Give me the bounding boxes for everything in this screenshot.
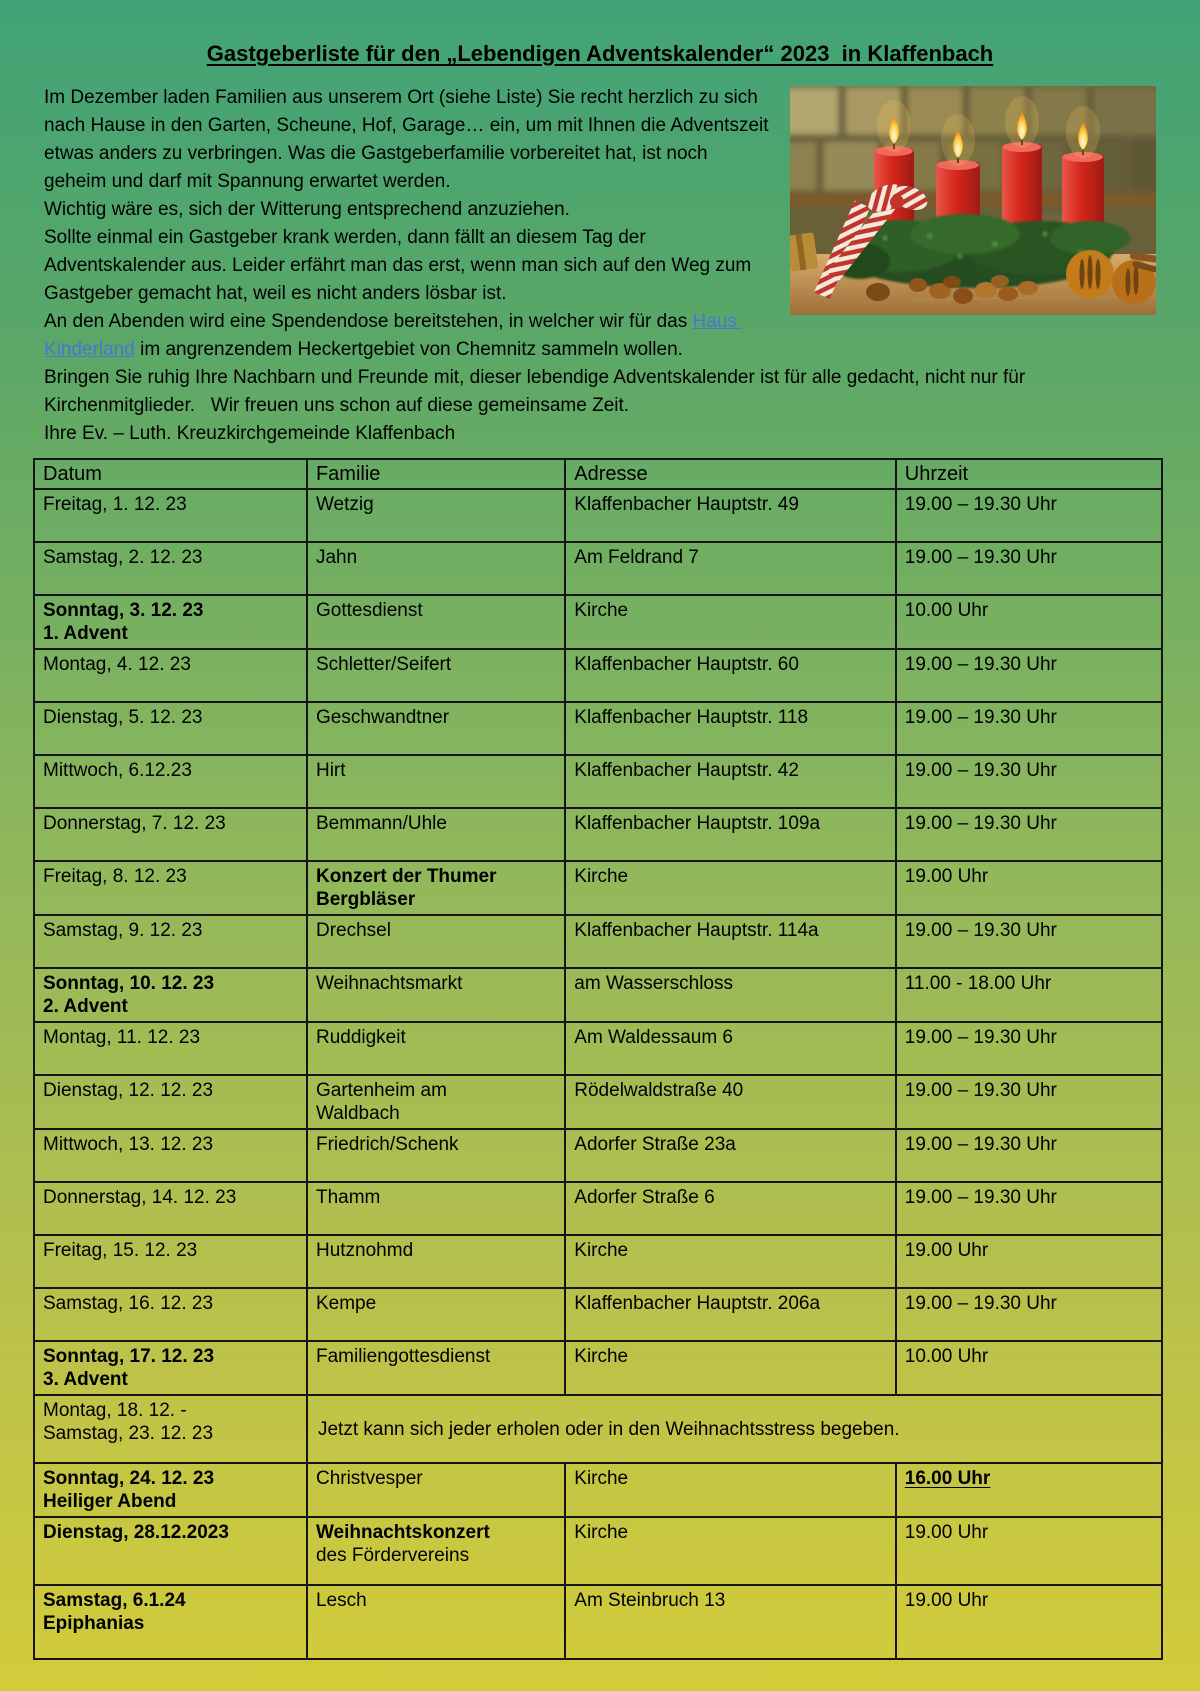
- haus-kinderland-link[interactable]: Haus Kinderland: [44, 311, 743, 360]
- cell-merged-note: Jetzt kann sich jeder erholen oder in den Weihnachtsstress begeben.: [307, 1395, 1162, 1463]
- cell-familie: [307, 702, 565, 755]
- intro-paragraph-5: Bringen Sie ruhig Ihre Nachbarn und Freunde mit, dieser lebendige Adventskalender ist für alle gedacht, nicht nur für Kirchenmitglieder. Wir freuen uns schon auf diese gemeinsame Zeit.: [44, 367, 1031, 416]
- cell-familie: [307, 542, 565, 595]
- familie-line: Hutznohmd: [315, 1240, 414, 1261]
- cell-familie: [307, 1182, 565, 1235]
- cell-familie: [307, 1288, 565, 1341]
- familie-line: Jahn: [315, 547, 358, 568]
- datum-line: Freitag, 1. 12. 23: [43, 494, 187, 515]
- schedule-table-body: [34, 489, 1162, 1659]
- intro-paragraph-2: Wichtig wäre es, sich der Witterung entsprechend anzuziehen.: [44, 199, 570, 220]
- uhrzeit-text: 19.00 Uhr: [904, 866, 989, 887]
- familie-line: des Fördervereins: [315, 1545, 470, 1566]
- datum-line: Sonntag, 24. 12. 23: [43, 1468, 215, 1489]
- cell-datum: [34, 489, 307, 542]
- cell-familie: [307, 1341, 565, 1395]
- cell-familie: [307, 649, 565, 702]
- cell-datum: [34, 1129, 307, 1182]
- cell-familie: [307, 861, 565, 915]
- table-row: [34, 702, 1162, 755]
- cell-adresse: Kirche: [565, 1517, 896, 1585]
- datum-line: Samstag, 9. 12. 23: [43, 920, 203, 941]
- uhrzeit-text: 19.00 – 19.30 Uhr: [904, 1134, 1057, 1155]
- cell-familie: [307, 1075, 565, 1129]
- datum-line: Montag, 11. 12. 23: [43, 1027, 201, 1048]
- golden-parcel: [790, 232, 818, 272]
- cell-adresse: Klaffenbacher Hauptstr. 60: [565, 649, 896, 702]
- cell-adresse: Kirche: [565, 595, 896, 649]
- table-row: [34, 755, 1162, 808]
- familie-line: Weihnachtsmarkt: [315, 973, 463, 994]
- table-header-row: [34, 459, 1162, 489]
- cell-adresse: Klaffenbacher Hauptstr. 109a: [565, 808, 896, 861]
- signature-line: Ihre Ev. – Luth. Kreuzkirchgemeinde Klaffenbach: [44, 423, 456, 444]
- cell-datum: [34, 1235, 307, 1288]
- uhrzeit-text: 19.00 Uhr: [904, 1522, 989, 1543]
- cell-uhrzeit: [896, 542, 1162, 595]
- column-header-adresse: Adresse: [565, 459, 896, 489]
- datum-line: 2. Advent: [43, 996, 128, 1017]
- intro-paragraph-1: Im Dezember laden Familien aus unserem Ort (siehe Liste) Sie recht herzlich zu sich nach Hause in den Garten, Scheune, Hof, Garage… ein, um mit Ihnen die Adventszeit etwas anders zu verbringen. Was die Gastgeberfamilie vorbereitet hat, ist noch geheim und darf mit Spannung erwartet werden.: [44, 87, 774, 192]
- familie-line: Hirt: [315, 760, 346, 781]
- cell-datum: [34, 968, 307, 1022]
- datum-line: Montag, 4. 12. 23: [43, 654, 191, 675]
- cell-familie: [307, 595, 565, 649]
- cell-familie: [307, 968, 565, 1022]
- uhrzeit-text: 11.00 - 18.00 Uhr: [904, 973, 1052, 994]
- familie-line: Schletter/Seifert: [315, 654, 452, 675]
- table-row: [34, 915, 1162, 968]
- cell-uhrzeit: [896, 755, 1162, 808]
- familie-line: Konzert der Thumer: [315, 866, 497, 887]
- cell-adresse: Klaffenbacher Hauptstr. 118: [565, 702, 896, 755]
- table-row: [34, 808, 1162, 861]
- cell-uhrzeit: [896, 1517, 1162, 1585]
- uhrzeit-text: 19.00 – 19.30 Uhr: [904, 1187, 1057, 1208]
- datum-line: 1. Advent: [43, 623, 128, 644]
- cell-uhrzeit: [896, 1235, 1162, 1288]
- uhrzeit-text: 19.00 – 19.30 Uhr: [904, 707, 1057, 728]
- table-row: [34, 1341, 1162, 1395]
- cell-uhrzeit: [896, 1341, 1162, 1395]
- cell-datum: [34, 1585, 307, 1659]
- uhrzeit-text: 19.00 – 19.30 Uhr: [904, 1027, 1057, 1048]
- cell-familie: [307, 1235, 565, 1288]
- cell-datum: [34, 1288, 307, 1341]
- datum-line: Freitag, 15. 12. 23: [43, 1240, 198, 1261]
- cell-datum: [34, 1022, 307, 1075]
- table-row: [34, 1395, 1162, 1463]
- cell-adresse: am Wasserschloss: [565, 968, 896, 1022]
- cell-uhrzeit: [896, 861, 1162, 915]
- uhrzeit-text: 19.00 – 19.30 Uhr: [904, 494, 1057, 515]
- cell-datum: [34, 542, 307, 595]
- cell-adresse: Am Steinbruch 13: [565, 1585, 896, 1659]
- cell-adresse: Kirche: [565, 1463, 896, 1517]
- datum-line: Samstag, 6.1.24: [43, 1590, 186, 1611]
- uhrzeit-text: 19.00 Uhr: [904, 1590, 989, 1611]
- uhrzeit-text: 19.00 Uhr: [904, 1240, 989, 1261]
- cell-familie: [307, 1517, 565, 1585]
- cell-datum: [34, 1341, 307, 1395]
- table-row: [34, 1517, 1162, 1585]
- datum-line: Donnerstag, 14. 12. 23: [43, 1187, 237, 1208]
- intro-section: [44, 84, 1156, 448]
- datum-line: Sonntag, 10. 12. 23: [43, 973, 215, 994]
- datum-line: Freitag, 8. 12. 23: [43, 866, 187, 887]
- datum-line: Samstag, 2. 12. 23: [43, 547, 203, 568]
- familie-line: Gartenheim am: [315, 1080, 447, 1101]
- table-row: [34, 542, 1162, 595]
- cell-familie: [307, 915, 565, 968]
- table-row: [34, 649, 1162, 702]
- cell-familie: [307, 808, 565, 861]
- intro-paragraph-3: Sollte einmal ein Gastgeber krank werden, dann fällt an diesem Tag der Adventskalender aus. Leider erfährt man das erst, wenn man sich auf den Weg zum Gastgeber gemacht hat, weil es nicht anders lösbar ist.: [44, 227, 757, 304]
- cell-datum: [34, 808, 307, 861]
- cell-datum: [34, 649, 307, 702]
- uhrzeit-text: 10.00 Uhr: [904, 1346, 989, 1367]
- cell-datum: [34, 1463, 307, 1517]
- cell-adresse: Adorfer Straße 23a: [565, 1129, 896, 1182]
- table-row: [34, 1022, 1162, 1075]
- familie-line: Weihnachtskonzert: [315, 1522, 490, 1543]
- datum-line: Sonntag, 3. 12. 23: [43, 600, 204, 621]
- table-row: [34, 968, 1162, 1022]
- familie-line: Friedrich/Schenk: [315, 1134, 459, 1155]
- cell-uhrzeit: [896, 702, 1162, 755]
- datum-line: Heiliger Abend: [43, 1491, 177, 1512]
- datum-line: Dienstag, 5. 12. 23: [43, 707, 203, 728]
- table-row: [34, 1075, 1162, 1129]
- uhrzeit-text: 19.00 – 19.30 Uhr: [904, 547, 1057, 568]
- cell-familie: [307, 489, 565, 542]
- intro-text-after-link: im angrenzendem Heckertgebiet von Chemnitz sammeln wollen.: [134, 339, 683, 360]
- cell-adresse: Klaffenbacher Hauptstr. 114a: [565, 915, 896, 968]
- column-header-uhrzeit: Uhrzeit: [896, 459, 1162, 489]
- cell-adresse: Kirche: [565, 1341, 896, 1395]
- cell-uhrzeit: [896, 489, 1162, 542]
- cell-adresse: Am Feldrand 7: [565, 542, 896, 595]
- datum-line: Samstag, 23. 12. 23: [43, 1423, 214, 1444]
- uhrzeit-text: 19.00 – 19.30 Uhr: [904, 920, 1057, 941]
- datum-line: Sonntag, 17. 12. 23: [43, 1346, 215, 1367]
- uhrzeit-text: 19.00 – 19.30 Uhr: [904, 1080, 1057, 1101]
- cell-uhrzeit: [896, 1022, 1162, 1075]
- datum-line: Dienstag, 12. 12. 23: [43, 1080, 214, 1101]
- cell-datum: [34, 595, 307, 649]
- cell-uhrzeit: [896, 968, 1162, 1022]
- cell-uhrzeit: [896, 915, 1162, 968]
- datum-line: 3. Advent: [43, 1369, 128, 1390]
- datum-line: Montag, 18. 12. -: [43, 1400, 187, 1421]
- cell-familie: [307, 1463, 565, 1517]
- column-header-familie: Familie: [307, 459, 565, 489]
- table-row: [34, 1129, 1162, 1182]
- intro-paragraph-4: [44, 308, 1156, 364]
- uhrzeit-text: 19.00 – 19.30 Uhr: [904, 813, 1057, 834]
- cell-datum: [34, 915, 307, 968]
- cell-datum: [34, 1395, 307, 1463]
- cell-uhrzeit: [896, 1585, 1162, 1659]
- table-row: [34, 1463, 1162, 1517]
- cell-datum: [34, 755, 307, 808]
- familie-line: Christvesper: [315, 1468, 423, 1489]
- cell-familie: [307, 755, 565, 808]
- familie-line: Thamm: [315, 1187, 381, 1208]
- cell-familie: [307, 1022, 565, 1075]
- schedule-table: [33, 458, 1163, 1660]
- cell-adresse: Rödelwaldstraße 40: [565, 1075, 896, 1129]
- cell-datum: [34, 1075, 307, 1129]
- intro-text-before-link: An den Abenden wird eine Spendendose bereitstehen, in welcher wir für das: [44, 311, 693, 332]
- table-row: [34, 1182, 1162, 1235]
- datum-line: Donnerstag, 7. 12. 23: [43, 813, 226, 834]
- familie-line: Gottesdienst: [315, 600, 423, 621]
- cell-datum: [34, 1182, 307, 1235]
- familie-line: Wetzig: [315, 494, 374, 515]
- cell-uhrzeit: [896, 649, 1162, 702]
- cell-uhrzeit: [896, 1075, 1162, 1129]
- cell-uhrzeit: [896, 595, 1162, 649]
- table-row: [34, 1288, 1162, 1341]
- cell-adresse: Am Waldessaum 6: [565, 1022, 896, 1075]
- cell-adresse: Klaffenbacher Hauptstr. 49: [565, 489, 896, 542]
- table-row: [34, 595, 1162, 649]
- datum-line: Epiphanias: [43, 1613, 145, 1634]
- datum-line: Mittwoch, 6.12.23: [43, 760, 192, 781]
- familie-line: Drechsel: [315, 920, 391, 941]
- cell-uhrzeit: [896, 1182, 1162, 1235]
- cell-uhrzeit: [896, 1288, 1162, 1341]
- cell-adresse: Klaffenbacher Hauptstr. 206a: [565, 1288, 896, 1341]
- familie-line: Waldbach: [315, 1103, 400, 1124]
- familie-line: Lesch: [315, 1590, 367, 1611]
- familie-line: Geschwandtner: [315, 707, 450, 728]
- page-title: Gastgeberliste für den „Lebendigen Adventskalender“ 2023 in Klaffenbach: [206, 41, 994, 66]
- table-row: [34, 1585, 1162, 1659]
- familie-line: Ruddigkeit: [315, 1027, 406, 1048]
- uhrzeit-text: 16.00 Uhr: [904, 1468, 991, 1489]
- cell-uhrzeit: [896, 1463, 1162, 1517]
- datum-line: Mittwoch, 13. 12. 23: [43, 1134, 214, 1155]
- table-row: [34, 861, 1162, 915]
- cell-familie: [307, 1129, 565, 1182]
- familie-line: Kempe: [315, 1293, 377, 1314]
- cell-adresse: Klaffenbacher Hauptstr. 42: [565, 755, 896, 808]
- cell-familie: [307, 1585, 565, 1659]
- cell-adresse: Kirche: [565, 861, 896, 915]
- uhrzeit-text: 19.00 – 19.30 Uhr: [904, 654, 1057, 675]
- cell-uhrzeit: [896, 808, 1162, 861]
- cell-datum: [34, 1517, 307, 1585]
- familie-line: Bergbläser: [315, 889, 416, 910]
- cell-uhrzeit: [896, 1129, 1162, 1182]
- datum-line: Dienstag, 28.12.2023: [43, 1522, 229, 1543]
- uhrzeit-text: 19.00 – 19.30 Uhr: [904, 760, 1057, 781]
- cell-datum: [34, 861, 307, 915]
- table-row: [34, 489, 1162, 542]
- schedule-table-section: [33, 458, 1163, 1660]
- uhrzeit-text: 19.00 – 19.30 Uhr: [904, 1293, 1057, 1314]
- familie-line: Familiengottesdienst: [315, 1346, 491, 1367]
- column-header-datum: Datum: [34, 459, 307, 489]
- advent-wreath-photo: [790, 86, 1156, 315]
- uhrzeit-text: 10.00 Uhr: [904, 600, 989, 621]
- cell-datum: [34, 702, 307, 755]
- datum-line: Samstag, 16. 12. 23: [43, 1293, 214, 1314]
- table-row: [34, 1235, 1162, 1288]
- cell-adresse: Adorfer Straße 6: [565, 1182, 896, 1235]
- familie-line: Bemmann/Uhle: [315, 813, 447, 834]
- cell-adresse: Kirche: [565, 1235, 896, 1288]
